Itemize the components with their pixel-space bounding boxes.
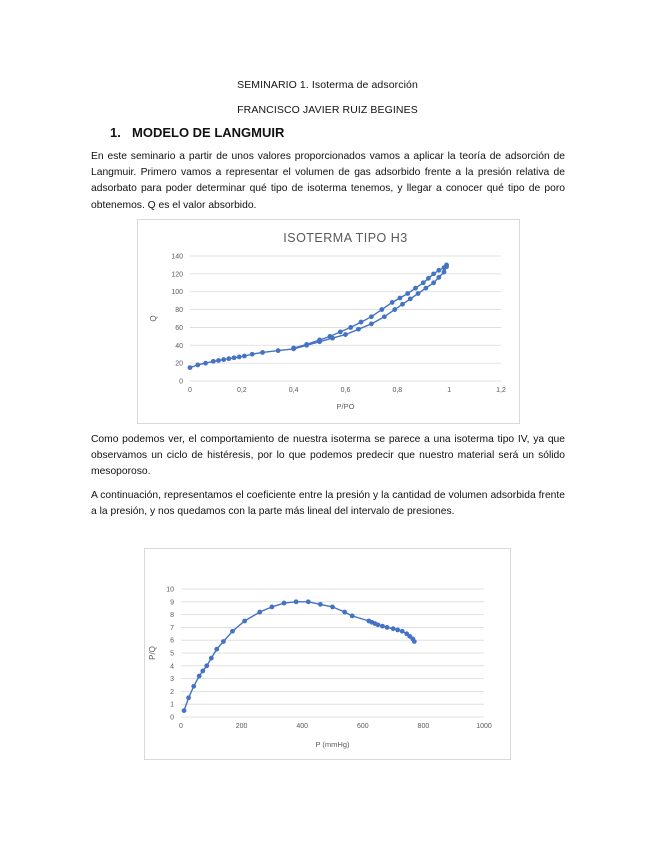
data-point bbox=[230, 629, 235, 634]
y-tick-label: 3 bbox=[170, 676, 174, 684]
data-point bbox=[204, 663, 209, 668]
y-tick-label: 9 bbox=[170, 599, 174, 607]
data-point bbox=[338, 329, 343, 334]
data-point bbox=[392, 307, 397, 312]
series-line bbox=[184, 602, 414, 711]
data-point bbox=[200, 669, 205, 674]
data-point bbox=[416, 291, 421, 296]
data-point bbox=[250, 352, 255, 357]
section-heading bbox=[110, 125, 284, 140]
x-tick-label: 0,8 bbox=[392, 387, 403, 394]
data-point bbox=[423, 286, 428, 291]
data-point bbox=[390, 300, 395, 305]
y-tick-label: 0 bbox=[170, 714, 174, 722]
section-title: MODELO DE LANGMUIR bbox=[132, 125, 285, 140]
data-point bbox=[369, 314, 374, 319]
x-tick-label: 1000 bbox=[476, 723, 492, 730]
data-point bbox=[426, 276, 431, 281]
section-number: 1. bbox=[110, 125, 121, 140]
data-point bbox=[348, 325, 353, 330]
y-tick-label: 20 bbox=[175, 360, 183, 368]
y-tick-label: 0 bbox=[179, 378, 183, 386]
data-point bbox=[304, 342, 309, 347]
isotherm-chart bbox=[137, 219, 520, 424]
y-tick-label: 8 bbox=[170, 612, 174, 620]
data-point bbox=[318, 602, 323, 607]
data-point bbox=[328, 334, 333, 339]
x-tick-label: 400 bbox=[296, 723, 309, 730]
data-point bbox=[270, 605, 275, 610]
data-point bbox=[294, 599, 299, 604]
data-point bbox=[221, 639, 226, 644]
data-point bbox=[291, 346, 296, 351]
chart-title: ISOTERMA TIPO H3 bbox=[283, 231, 408, 245]
x-tick-label: 0 bbox=[179, 723, 183, 730]
data-point bbox=[359, 320, 364, 325]
x-tick-label: 800 bbox=[417, 723, 430, 730]
data-point bbox=[343, 332, 348, 337]
data-point bbox=[400, 302, 405, 307]
data-point bbox=[195, 363, 200, 368]
y-tick-label: 7 bbox=[170, 624, 174, 632]
y-tick-label: 6 bbox=[170, 637, 174, 645]
data-point bbox=[379, 307, 384, 312]
document-title: SEMINARIO 1. Isoterma de adsorción bbox=[237, 79, 418, 91]
data-point bbox=[282, 601, 287, 606]
data-point bbox=[242, 619, 247, 624]
series-line bbox=[294, 265, 447, 348]
data-point bbox=[431, 271, 436, 276]
data-point bbox=[342, 610, 347, 615]
data-point bbox=[413, 286, 418, 291]
data-point bbox=[197, 674, 202, 679]
data-point bbox=[442, 265, 447, 270]
data-point bbox=[221, 357, 226, 362]
data-point bbox=[442, 270, 447, 275]
data-point bbox=[237, 354, 242, 359]
data-point bbox=[257, 610, 262, 615]
y-tick-label: 4 bbox=[170, 663, 174, 671]
y-tick-label: 10 bbox=[166, 586, 174, 594]
isotherm-chart-svg bbox=[138, 220, 519, 423]
y-tick-label: 40 bbox=[175, 342, 183, 350]
data-point bbox=[382, 314, 387, 319]
pq-chart-svg bbox=[145, 549, 510, 759]
data-point bbox=[436, 268, 441, 273]
y-axis-label: P/Q bbox=[148, 646, 157, 660]
y-tick-label: 140 bbox=[171, 253, 183, 261]
paragraph-intro: En este seminario a partir de unos valores proporcionados vamos a aplicar la teoría de adsorción de Langmuir. Primero vamos a representar el volumen de gas adsorbido frente a la presión relativa de adsorbato para poder determinar qué tipo de isoterma tenemos, y llegar a conocer qué tipo de poro obtenemos. Q es el valor absorbido. bbox=[91, 151, 565, 211]
paragraph-analysis: Como podemos ver, el comportamiento de nuestra isoterma se parece a una isoterma tipo IV, ya que observamos un ciclo de histéresis, por lo que podemos predecir que nuestro material será un sólido mesoporoso. bbox=[91, 434, 565, 478]
x-axis-label: P (mmHg) bbox=[315, 740, 350, 749]
data-point bbox=[242, 354, 247, 359]
series-line bbox=[190, 267, 447, 368]
data-point bbox=[398, 296, 403, 301]
data-point bbox=[209, 656, 214, 661]
data-point bbox=[408, 296, 413, 301]
x-tick-label: 200 bbox=[235, 723, 248, 730]
pq-chart bbox=[144, 548, 511, 760]
x-tick-label: 1,2 bbox=[496, 387, 506, 394]
data-point bbox=[391, 626, 396, 631]
x-tick-label: 1 bbox=[447, 387, 452, 394]
data-point bbox=[188, 365, 193, 370]
data-point bbox=[369, 321, 374, 326]
data-point bbox=[395, 628, 400, 633]
data-point bbox=[317, 338, 322, 343]
data-point bbox=[421, 280, 426, 285]
x-tick-label: 0,2 bbox=[236, 387, 247, 394]
data-point bbox=[436, 275, 441, 280]
y-tick-label: 60 bbox=[175, 324, 183, 332]
data-point bbox=[186, 695, 191, 700]
data-point bbox=[306, 599, 311, 604]
author-name: FRANCISCO JAVIER RUIZ BEGINES bbox=[237, 104, 418, 116]
data-point bbox=[356, 327, 361, 332]
data-point bbox=[380, 624, 385, 629]
y-tick-label: 80 bbox=[175, 307, 183, 315]
data-point bbox=[182, 708, 187, 713]
x-tick-label: 0,6 bbox=[340, 387, 351, 394]
data-point bbox=[232, 355, 237, 360]
y-tick-label: 1 bbox=[170, 701, 174, 709]
x-tick-label: 0 bbox=[188, 387, 192, 394]
data-point bbox=[211, 359, 216, 364]
x-tick-label: 600 bbox=[356, 723, 369, 730]
data-point bbox=[400, 629, 405, 634]
y-axis-label: Q bbox=[149, 315, 158, 322]
y-tick-label: 2 bbox=[170, 688, 174, 696]
y-tick-label: 100 bbox=[171, 289, 183, 297]
data-point bbox=[203, 361, 208, 366]
y-tick-label: 5 bbox=[170, 650, 174, 658]
data-point bbox=[191, 684, 196, 689]
data-point bbox=[214, 647, 219, 652]
data-point bbox=[216, 358, 221, 363]
data-point bbox=[431, 280, 436, 285]
data-point bbox=[350, 613, 355, 618]
data-point bbox=[412, 639, 417, 644]
data-point bbox=[405, 291, 410, 296]
data-point bbox=[376, 622, 381, 627]
data-point bbox=[330, 605, 335, 610]
x-axis-label: P/PO bbox=[336, 402, 355, 411]
paragraph-next: A continuación, representamos el coeficiente entre la presión y la cantidad de volumen adsorbida frente a la presión, y nos quedamos con la parte más lineal del intervalo de presiones. bbox=[91, 490, 565, 518]
data-point bbox=[276, 348, 281, 353]
x-tick-label: 0,4 bbox=[288, 387, 299, 394]
data-point bbox=[226, 356, 231, 361]
y-tick-label: 120 bbox=[171, 271, 183, 279]
data-point bbox=[385, 625, 390, 630]
data-point bbox=[260, 350, 265, 355]
